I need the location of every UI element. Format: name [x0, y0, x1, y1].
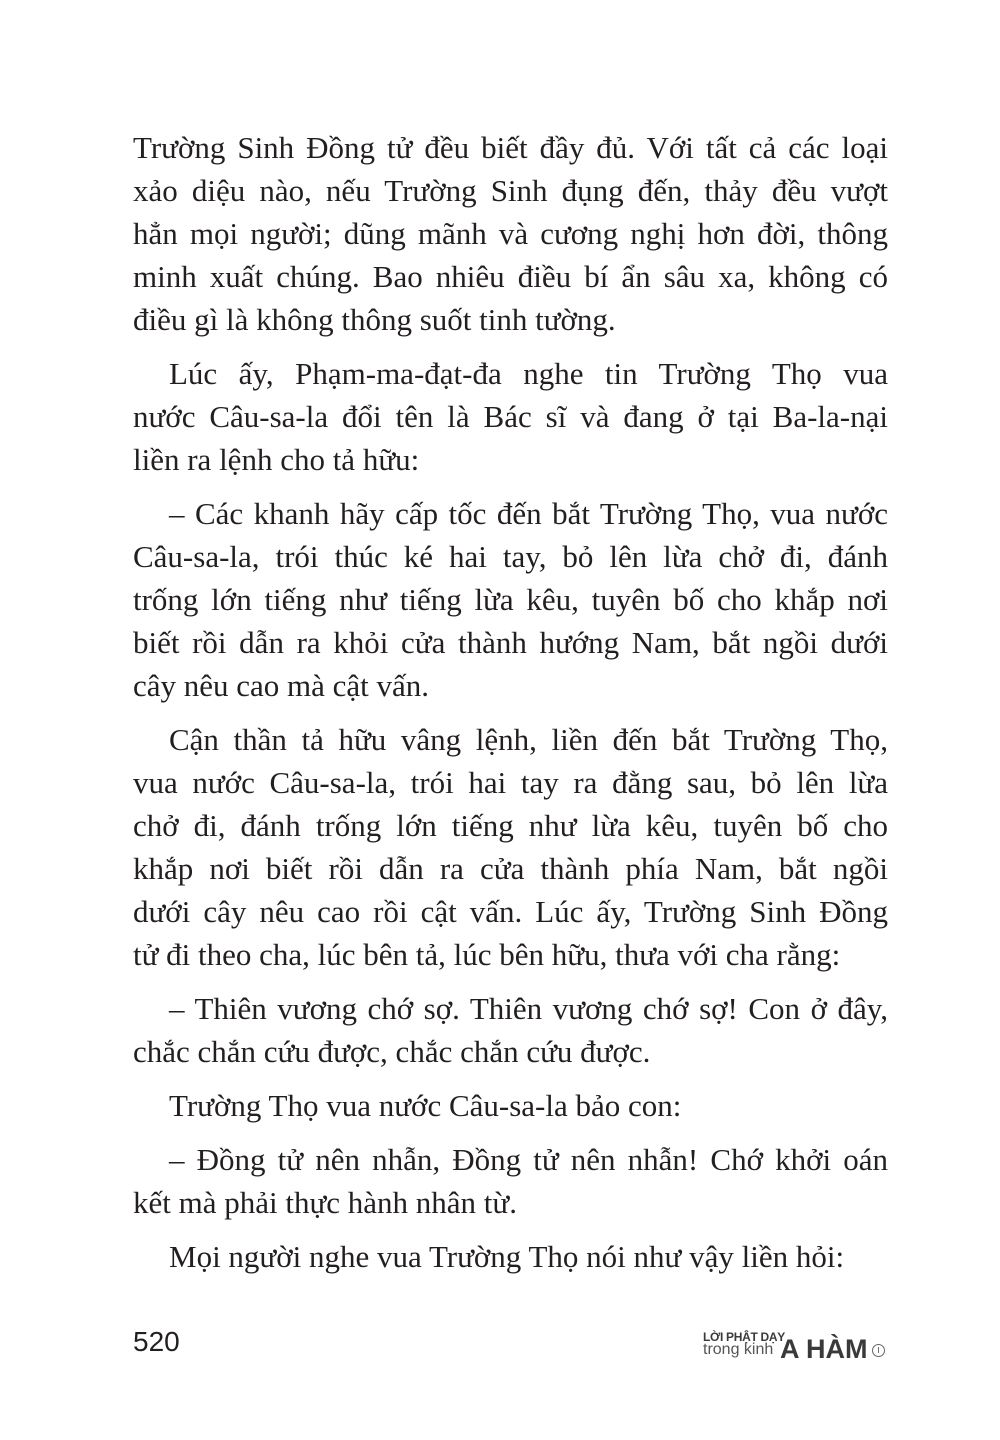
text-line: hẳn mọi người; dũng mãnh và cương nghị hơn đời, thông: [133, 216, 888, 251]
text-line: – Đồng tử nên nhẫn, Đồng tử nên nhẫn! Chớ khởi oán: [169, 1142, 888, 1177]
paragraph: [133, 492, 888, 707]
paragraph: [133, 718, 888, 976]
text-line: chắc chắn cứu được, chắc chắn cứu được.: [133, 1034, 651, 1069]
text-line: Câu-sa-la, trói thúc ké hai tay, bỏ lên lừa chở đi, đánh: [133, 539, 888, 574]
text-line: điều gì là không thông suốt tinh tường.: [133, 302, 616, 337]
text-line: vua nước Câu-sa-la, trói hai tay ra đằng sau, bỏ lên lừa: [133, 765, 888, 800]
text-line: Lúc ấy, Phạm-ma-đạt-đa nghe tin Trường Thọ vua: [169, 356, 888, 391]
text-line: minh xuất chúng. Bao nhiêu điều bí ẩn sâu xa, không có: [133, 259, 888, 294]
text-line: liền ra lệnh cho tả hữu:: [133, 442, 420, 477]
text-line: biết rồi dẫn ra khỏi cửa thành hướng Nam, bắt ngồi dưới: [133, 625, 888, 660]
text-line: cây nêu cao mà cật vấn.: [133, 668, 430, 703]
paragraph: [133, 1235, 888, 1278]
text-line: xảo diệu nào, nếu Trường Sinh đụng đến, thảy đều vượt: [133, 173, 888, 208]
text-line: – Thiên vương chớ sợ. Thiên vương chớ sợ! Con ở đây,: [169, 991, 888, 1026]
text-line: kết mà phải thực hành nhân từ.: [133, 1185, 517, 1220]
volume-badge: I: [872, 1344, 885, 1357]
text-line: dưới cây nêu cao rồi cật vấn. Lúc ấy, Trường Sinh Đồng: [133, 894, 888, 929]
text-line: nước Câu-sa-la đổi tên là Bác sĩ và đang ở tại Ba-la-nại: [133, 399, 888, 434]
brand-line2: trong kinh: [703, 1341, 774, 1358]
text-line: Trường Thọ vua nước Câu-sa-la bảo con:: [169, 1088, 682, 1123]
text-line: Cận thần tả hữu vâng lệnh, liền đến bắt Trường Thọ,: [169, 722, 888, 757]
paragraph: [133, 1084, 888, 1127]
paragraph: [133, 126, 888, 341]
page-number: 520: [133, 1326, 180, 1357]
brand-line1: LỜI PHẬT DẠY: [703, 1330, 785, 1344]
paragraph: [133, 1138, 888, 1224]
paragraph: [133, 987, 888, 1073]
text-line: trống lớn tiếng như tiếng lừa kêu, tuyên bố cho khắp nơi: [133, 582, 888, 617]
text-line: – Các khanh hãy cấp tốc đến bắt Trường Thọ, vua nước: [169, 496, 888, 531]
text-line: Trường Sinh Đồng tử đều biết đầy đủ. Với tất cả các loại: [133, 130, 888, 165]
paragraph: [133, 352, 888, 481]
text-line: Mọi người nghe vua Trường Thọ nói như vậy liền hỏi:: [169, 1239, 845, 1274]
text-line: tử đi theo cha, lúc bên tả, lúc bên hữu, thưa với cha rằng:: [133, 937, 841, 972]
brand-title: A HÀM: [780, 1334, 868, 1364]
text-line: khắp nơi biết rồi dẫn ra cửa thành phía Nam, bắt ngồi: [133, 851, 888, 886]
text-line: chở đi, đánh trống lớn tiếng như lừa kêu, tuyên bố cho: [133, 808, 888, 843]
body-text: [133, 126, 888, 1289]
